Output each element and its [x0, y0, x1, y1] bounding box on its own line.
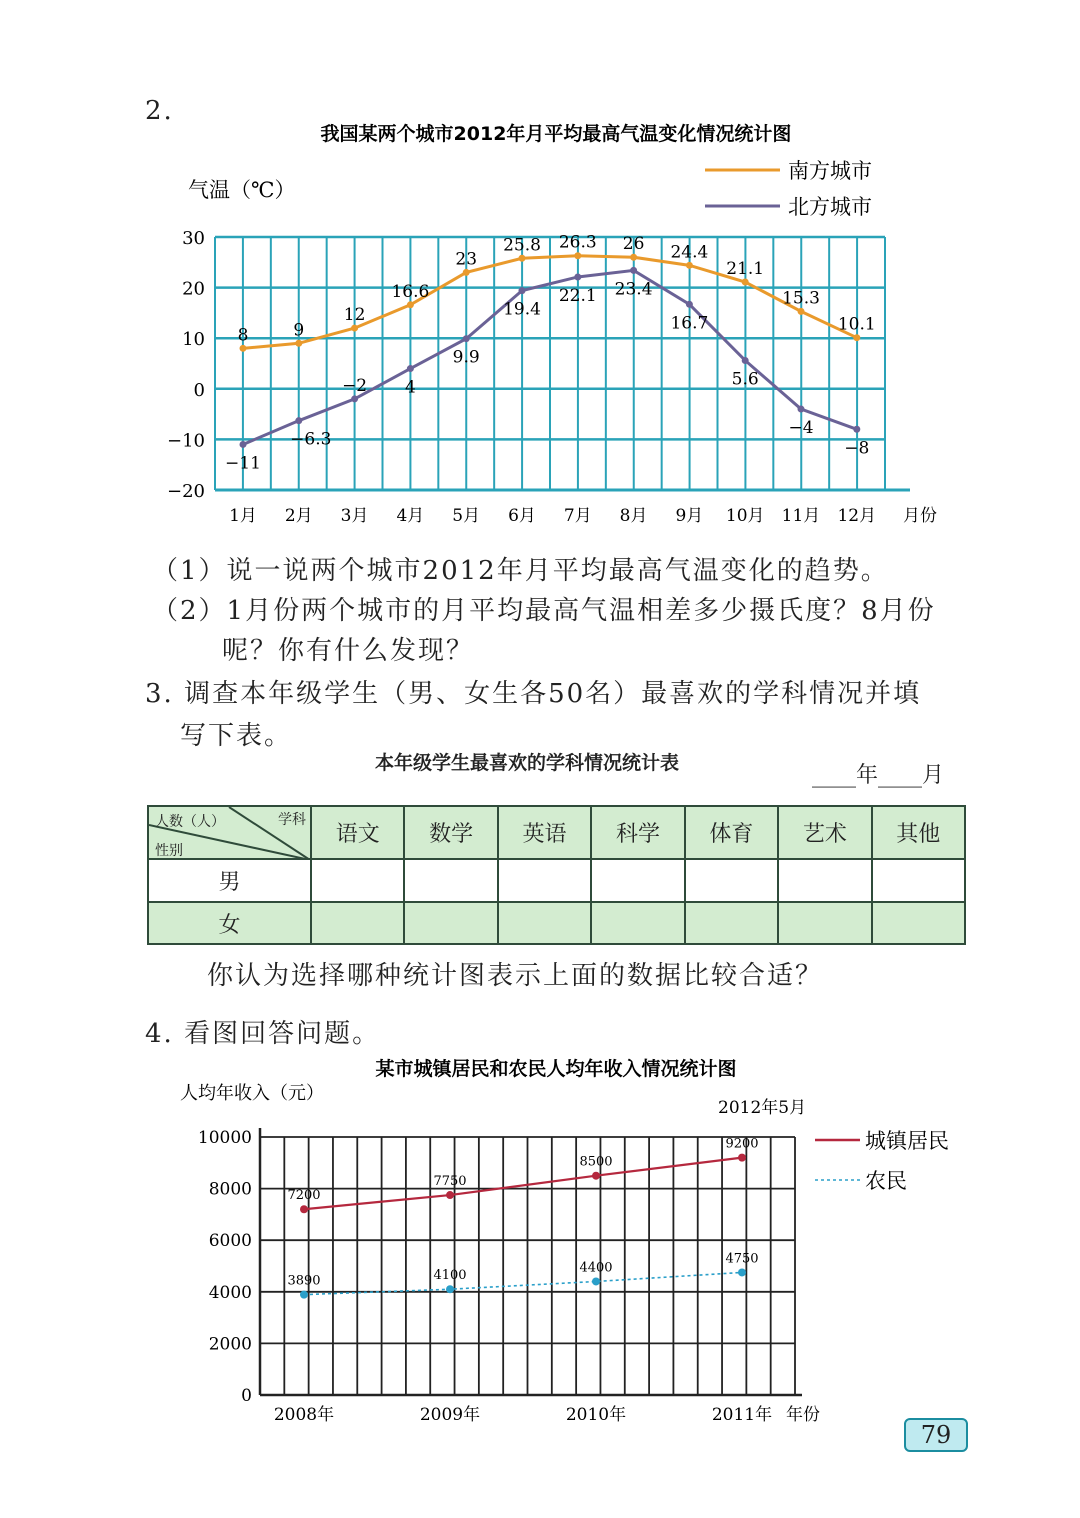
x-tick-label: 11月	[781, 506, 821, 526]
data-label: 24.4	[670, 242, 709, 263]
chart-title: 我国某两个城市2012年月平均最高气温变化情况统计图	[320, 123, 792, 145]
table-cell[interactable]	[404, 859, 497, 902]
x-tick-label: 2011年	[711, 1405, 773, 1425]
y-tick-label: −20	[167, 481, 205, 502]
table-cell[interactable]	[591, 859, 684, 902]
col-header: 数学	[404, 806, 497, 859]
data-label: 15.3	[782, 288, 820, 309]
data-label: 9	[293, 320, 305, 341]
y-tick-label: 8000	[208, 1179, 252, 1200]
corner-gender: 性别	[155, 843, 183, 859]
x-axis-label: 月份	[903, 506, 937, 526]
data-label: 25.8	[503, 235, 541, 256]
data-label: 4750	[725, 1251, 759, 1267]
x-tick-label: 2009年	[419, 1405, 481, 1425]
data-label: 12	[343, 305, 366, 326]
row-header: 男	[148, 859, 311, 902]
legend-label: 北方城市	[788, 195, 872, 219]
table-cell[interactable]	[311, 902, 404, 944]
y-tick-label: 2000	[208, 1334, 252, 1355]
data-point	[300, 1291, 308, 1299]
table-date: ____年____月	[812, 763, 945, 788]
subject-table	[147, 805, 966, 945]
data-label: 22.1	[558, 285, 597, 306]
x-tick-label: 1月	[229, 506, 257, 526]
data-point	[446, 1285, 454, 1293]
data-point	[592, 1172, 600, 1180]
y-tick-label: 10	[182, 329, 205, 351]
page-number: 79	[904, 1418, 968, 1452]
data-point	[300, 1205, 308, 1213]
y-tick-label: 30	[182, 228, 205, 249]
problem-4-text: 4. 看图回答问题。	[145, 1019, 381, 1049]
x-tick-label: 6月	[508, 506, 536, 526]
legend-label: 南方城市	[788, 159, 872, 183]
data-label: 5.6	[731, 369, 759, 390]
question-2: （2）1月份两个城市的月平均最高气温相差多少摄氏度？8月份	[152, 596, 936, 626]
data-label: 4	[404, 377, 416, 398]
table-title: 本年级学生最喜欢的学科情况统计表	[375, 752, 680, 774]
data-label: 7750	[433, 1174, 467, 1190]
table-row	[148, 859, 965, 902]
chart-date: 2012年5月	[718, 1098, 807, 1118]
data-label: 23	[455, 249, 478, 270]
problem-3-text-cont: 写下表。	[180, 721, 293, 751]
table-cell[interactable]	[685, 902, 778, 944]
x-tick-label: 10月	[725, 506, 765, 526]
x-tick-label: 9月	[675, 506, 704, 526]
data-label: 16.7	[670, 313, 709, 334]
y-tick-label: 20	[182, 278, 205, 300]
data-label: 26	[622, 234, 645, 255]
y-tick-label: −10	[167, 430, 205, 452]
table-cell[interactable]	[872, 902, 965, 944]
x-tick-label: 4月	[396, 506, 425, 526]
series-line-0	[304, 1158, 742, 1210]
legend-label: 城镇居民	[865, 1129, 949, 1153]
y-tick-label: 10000	[197, 1128, 252, 1148]
problem-number: 2.	[145, 96, 174, 126]
col-header: 语文	[311, 806, 404, 859]
data-label: 9200	[725, 1136, 759, 1152]
data-label: 7200	[287, 1188, 321, 1204]
data-label: −8	[844, 438, 870, 459]
table-cell[interactable]	[498, 859, 591, 902]
data-label: 4100	[433, 1268, 467, 1284]
data-label: 8	[237, 325, 249, 346]
col-header: 其他	[872, 806, 965, 859]
x-tick-label: 2010年	[565, 1405, 627, 1425]
corner-subject: 学科	[278, 812, 306, 828]
data-label: 9.9	[452, 347, 480, 368]
data-label: −6.3	[290, 429, 332, 450]
data-label: 8500	[579, 1154, 613, 1170]
corner-cell	[148, 806, 311, 859]
table-header-row	[148, 806, 965, 859]
table-question: 你认为选择哪种统计图表示上面的数据比较合适？	[207, 961, 824, 991]
x-tick-label: 8月	[619, 506, 648, 526]
y-tick-label: 6000	[208, 1231, 252, 1252]
col-header: 体育	[685, 806, 778, 859]
x-tick-label: 3月	[340, 506, 369, 526]
y-axis-label: 气温（℃）	[188, 178, 296, 202]
data-label: 4400	[579, 1260, 613, 1276]
x-tick-label: 12月	[837, 506, 877, 526]
y-tick-label: 4000	[208, 1282, 252, 1303]
table-cell[interactable]	[498, 902, 591, 944]
table-cell[interactable]	[778, 902, 871, 944]
data-label: −2	[342, 375, 368, 396]
data-point	[446, 1191, 454, 1199]
col-header: 科学	[591, 806, 684, 859]
row-header: 女	[148, 902, 311, 944]
legend-label: 农民	[865, 1169, 907, 1193]
table-cell[interactable]	[311, 859, 404, 902]
problem-3-text: 3. 调查本年级学生（男、女生各50名）最喜欢的学科情况并填	[145, 679, 922, 709]
y-tick-label: 0	[193, 379, 205, 401]
col-header: 艺术	[778, 806, 871, 859]
data-label: 21.1	[726, 259, 765, 280]
question-1: （1）说一说两个城市2012年月平均最高气温变化的趋势。	[152, 556, 889, 586]
x-tick-label: 7月	[563, 506, 592, 526]
data-point	[592, 1277, 600, 1285]
y-tick-label: 0	[241, 1386, 252, 1406]
question-2-cont: 呢？你有什么发现？	[222, 636, 475, 666]
data-label: −4	[788, 418, 814, 439]
corner-count: 人数（人）	[155, 814, 225, 830]
data-label: 23.4	[614, 279, 653, 300]
table-cell[interactable]	[404, 902, 497, 944]
data-point	[738, 1268, 746, 1276]
data-label: 16.6	[391, 281, 430, 302]
table-cell[interactable]	[778, 859, 871, 902]
table-cell[interactable]	[685, 859, 778, 902]
table-cell[interactable]	[591, 902, 684, 944]
x-tick-label: 5月	[452, 506, 481, 526]
data-label: 3890	[287, 1273, 321, 1289]
y-axis-label: 人均年收入（元）	[180, 1083, 324, 1104]
x-tick-label: 2008年	[273, 1405, 335, 1425]
data-label: 10.1	[837, 314, 876, 335]
x-tick-label: 2月	[284, 506, 313, 526]
data-label: 26.3	[558, 232, 597, 253]
chart-title: 某市城镇居民和农民人均年收入情况统计图	[375, 1058, 737, 1080]
table-row	[148, 902, 965, 944]
data-label: −11	[225, 453, 261, 474]
data-label: 19.4	[503, 299, 541, 320]
col-header: 英语	[498, 806, 591, 859]
x-axis-label: 年份	[786, 1405, 820, 1425]
table-cell[interactable]	[872, 859, 965, 902]
data-point	[738, 1154, 746, 1162]
